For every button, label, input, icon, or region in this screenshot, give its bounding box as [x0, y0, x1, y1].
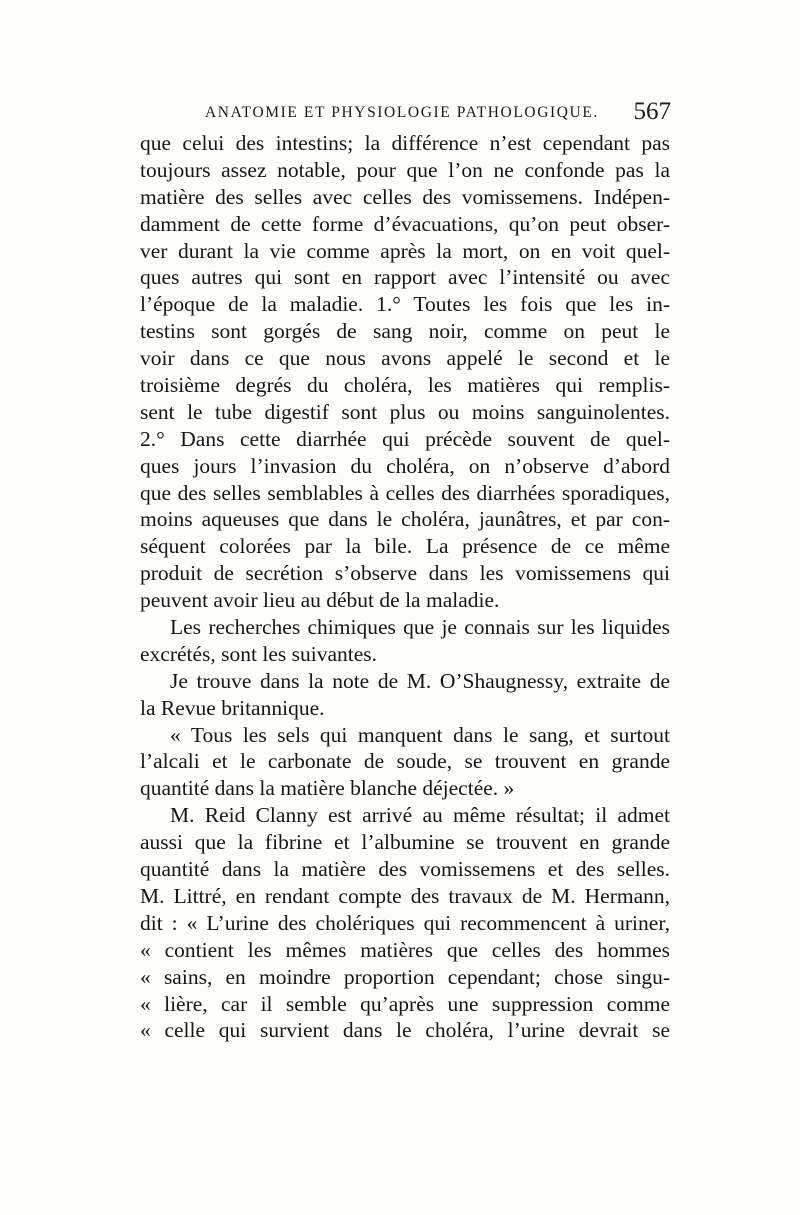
text-line: « lière, car il semble qu’après une suppression comme [140, 991, 670, 1016]
text-line: « celle qui survient dans le choléra, l’urine devrait se [140, 1018, 670, 1043]
body-text [140, 130, 670, 1044]
text-line: « Tous les sels qui manquent dans le sang, et surtout [170, 722, 670, 747]
text-line: voir dans ce que nous avons appelé le second et le [140, 346, 670, 371]
text-line: que des selles semblables à celles des diarrhées sporadiques, [140, 480, 670, 505]
text-line: l’époque de la maladie. 1.° Toutes les fois que les in- [140, 292, 670, 317]
text-line: ques jours l’invasion du choléra, on n’observe d’abord [140, 453, 670, 478]
text-line: toujours assez notable, pour que l’on ne confonde pas la [140, 157, 670, 182]
text-line: ver durant la vie comme après la mort, on en voit quel- [140, 238, 670, 263]
text-line: quantité dans la matière des vomissemens et des selles. [140, 857, 670, 882]
text-line: 2.° Dans cette diarrhée qui précède souvent de quel- [140, 426, 670, 451]
text-line: que celui des intestins; la différence n’est cependant pas [140, 131, 670, 155]
text-line: testins sont gorgés de sang noir, comme on peut le [140, 319, 670, 344]
text-line: séquent colorées par la bile. La présence de ce même [140, 534, 670, 559]
text-line: sent le tube digestif sont plus ou moins sanguinolentes. [140, 399, 670, 424]
text-line: M. Reid Clanny est arrivé au même résultat; il admet [170, 803, 670, 828]
text-line: produit de secrétion s’observe dans les vomissemens qui [140, 561, 670, 586]
page-number: 567 [633, 98, 671, 125]
text-line: aussi que la fibrine et l’albumine se trouvent en grande [140, 830, 670, 855]
text-line: damment de cette forme d’évacuations, qu’on peut obser- [140, 211, 670, 236]
text-line: quantité dans la matière blanche déjectée. » [140, 776, 515, 801]
text-line: M. Littré, en rendant compte des travaux de M. Hermann, [140, 883, 670, 908]
text-line: Les recherches chimiques que je connais sur les liquides [170, 615, 670, 640]
text-line: peuvent avoir lieu au début de la maladie. [140, 588, 500, 613]
text-line: « sains, en moindre proportion cependant; chose singu- [140, 964, 670, 989]
page-header [205, 98, 675, 128]
text-line: la Revue britannique. [140, 695, 325, 720]
text-line: troisième degrés du choléra, les matières qui remplis- [140, 373, 670, 398]
running-title: ANATOMIE ET PHYSIOLOGIE PATHOLOGIQUE. [205, 104, 599, 121]
text-line: ques autres qui sont en rapport avec l’intensité ou avec [140, 265, 670, 290]
text-line: dit : « L’urine des cholériques qui recommencent à uriner, [140, 910, 670, 935]
text-line: excrétés, sont les suivantes. [140, 641, 378, 666]
text-line: « contient les mêmes matières que celles des hommes [140, 937, 670, 962]
text-line: matière des selles avec celles des vomissemens. Indépen- [140, 184, 670, 209]
text-line: moins aqueuses que dans le choléra, jaunâtres, et par con- [140, 507, 670, 532]
text-line: l’alcali et le carbonate de soude, se trouvent en grande [140, 749, 670, 774]
text-line: Je trouve dans la note de M. O’Shaugnessy, extraite de [170, 668, 670, 693]
